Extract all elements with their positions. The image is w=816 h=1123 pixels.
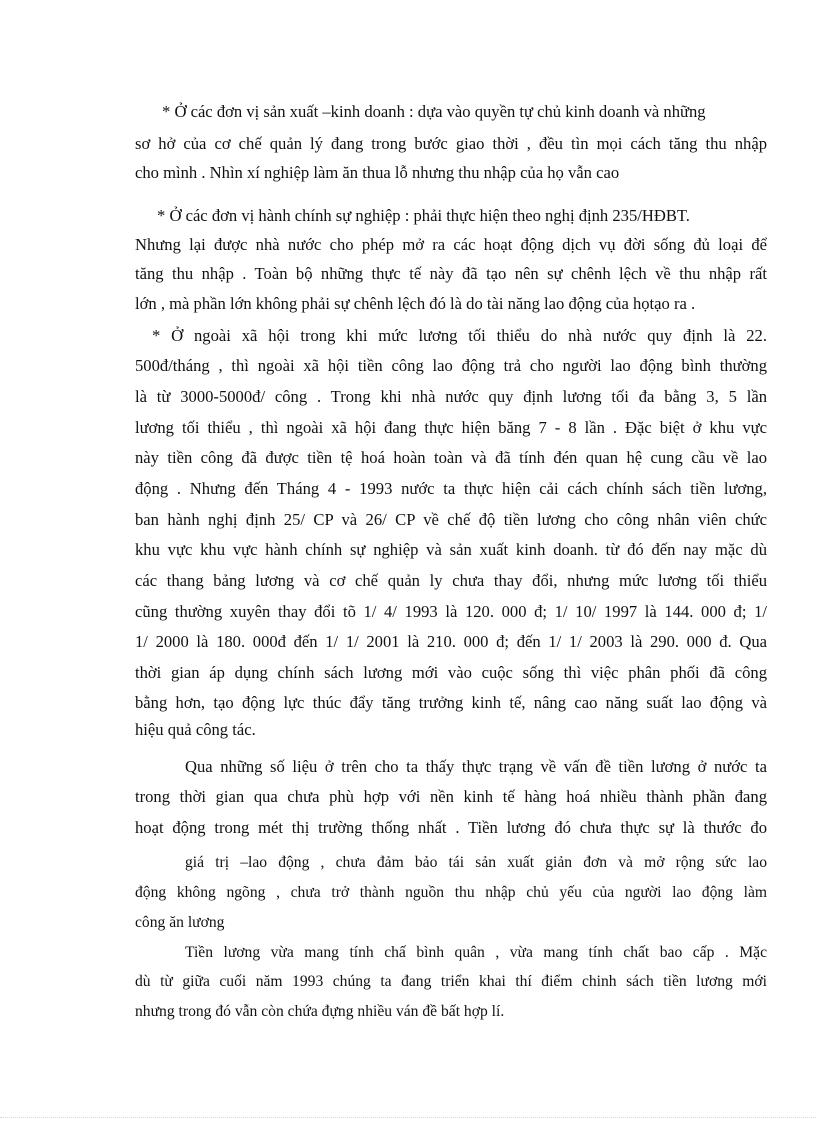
text-line: bằng hơn, tạo động lực thúc đẩy tăng trưởng kinh tế, nâng cao năng suất lao động và bbox=[135, 693, 767, 712]
text-line: Tiền lương vừa mang tính chấ bình quân , vừa mang tính chất bao cấp . Mặc bbox=[185, 944, 767, 961]
text-line: công ăn lương bbox=[135, 914, 225, 931]
text-line: 500đ/tháng , thì ngoài xã hội tiền công lao động trả cho người lao động bình thường bbox=[135, 356, 767, 375]
text-line: động . Nhưng đến Tháng 4 - 1993 nước ta thực hiện cải cách chính sách tiền lương, bbox=[135, 479, 767, 498]
text-line: động không ngõng , chưa trở thành nguồn thu nhập chủ yếu của người lao động làm bbox=[135, 884, 767, 901]
text-line: này tiền công đã được tiền tệ hoá hoàn toàn và đã tính đén quan hệ cung cầu về lao bbox=[135, 448, 767, 467]
text-line: Nhưng lại được nhà nước cho phép mở ra các hoạt động dịch vụ đời sống đủ loại để bbox=[135, 235, 767, 254]
text-line: 1/ 2000 là 180. 000đ đến 1/ 1/ 2001 là 210. 000 đ; đến 1/ 1/ 2003 là 290. 000 đ. Qua bbox=[135, 632, 767, 651]
text-line: Qua những số liệu ở trên cho ta thấy thực trạng về vấn đề tiền lương ở nước ta bbox=[185, 757, 767, 776]
text-line: các thang bảng lương và cơ chế quản ly chưa thay đổi, nhưng mức lương tối thiểu bbox=[135, 571, 767, 590]
text-line: lớn , mà phần lớn không phải sự chênh lệch đó là do tài năng lao động của họtạo ra . bbox=[135, 294, 696, 313]
text-line: lương tối thiểu , thì ngoài xã hội đang thực hiện băng 7 - 8 lần . Đặc biệt ở khu vực bbox=[135, 418, 767, 437]
text-line: trong thời gian qua chưa phù hợp với nền kinh tế hàng hoá nhiều thành phần đang bbox=[135, 787, 767, 806]
text-line: là từ 3000-5000đ/ công . Trong khi nhà nước quy định lương tối đa bằng 3, 5 lần bbox=[135, 387, 767, 406]
text-line: hoạt động trong mét thị trường thống nhất . Tiền lương đó chưa thực sự là thước đo bbox=[135, 818, 767, 837]
text-line: giá trị –lao động , chưa đảm bảo tái sản xuất giản đơn và mở rộng sức lao bbox=[185, 854, 767, 871]
text-line: * Ở các đơn vị sản xuất –kinh doanh : dựa vào quyền tự chủ kinh doanh và những bbox=[162, 102, 706, 121]
text-line: dù từ giữa cuối năm 1993 chúng ta đang triển khai thí điểm chinh sách tiền lương mới bbox=[135, 973, 767, 990]
text-line: ban hành nghị định 25/ CP và 26/ CP về chế độ tiền lương cho công nhân viên chức bbox=[135, 510, 767, 529]
text-line: cho mình . Nhìn xí nghiệp làm ăn thua lỗ nhưng thu nhập của họ vẫn cao bbox=[135, 163, 620, 182]
text-line: cũng thường xuyên thay đổi tõ 1/ 4/ 1993 là 120. 000 đ; 1/ 10/ 1997 là 144. 000 đ; 1/ bbox=[135, 602, 767, 621]
text-line: * Ở các đơn vị hành chính sự nghiệp : phải thực hiện theo nghị định 235/HĐBT. bbox=[157, 206, 690, 225]
text-line: thời gian áp dụng chính sách lương mới vào cuộc sống thì việc phân phối đã công bbox=[135, 663, 767, 682]
text-line: nhưng trong đó vẫn còn chứa đựng nhiều ván đề bất hợp lí. bbox=[135, 1003, 505, 1020]
text-line: khu vực khu vực hành chính sự nghiệp và sản xuất kinh doanh. từ đó đến nay mặc dù bbox=[135, 540, 767, 559]
text-line: sơ hở của cơ chế quản lý đang trong bước giao thời , đều tìn mọi cách tăng thu nhập bbox=[135, 134, 767, 153]
text-line: tăng thu nhập . Toàn bộ những thực tế này đã tạo nên sự chênh lệch về thu nhập rất bbox=[135, 264, 767, 283]
text-line: * Ở ngoài xã hội trong khi mức lương tối thiểu do nhà nước quy định là 22. bbox=[152, 326, 767, 345]
text-line: hiệu quả công tác. bbox=[135, 720, 256, 739]
page-bottom-border bbox=[0, 1117, 816, 1118]
